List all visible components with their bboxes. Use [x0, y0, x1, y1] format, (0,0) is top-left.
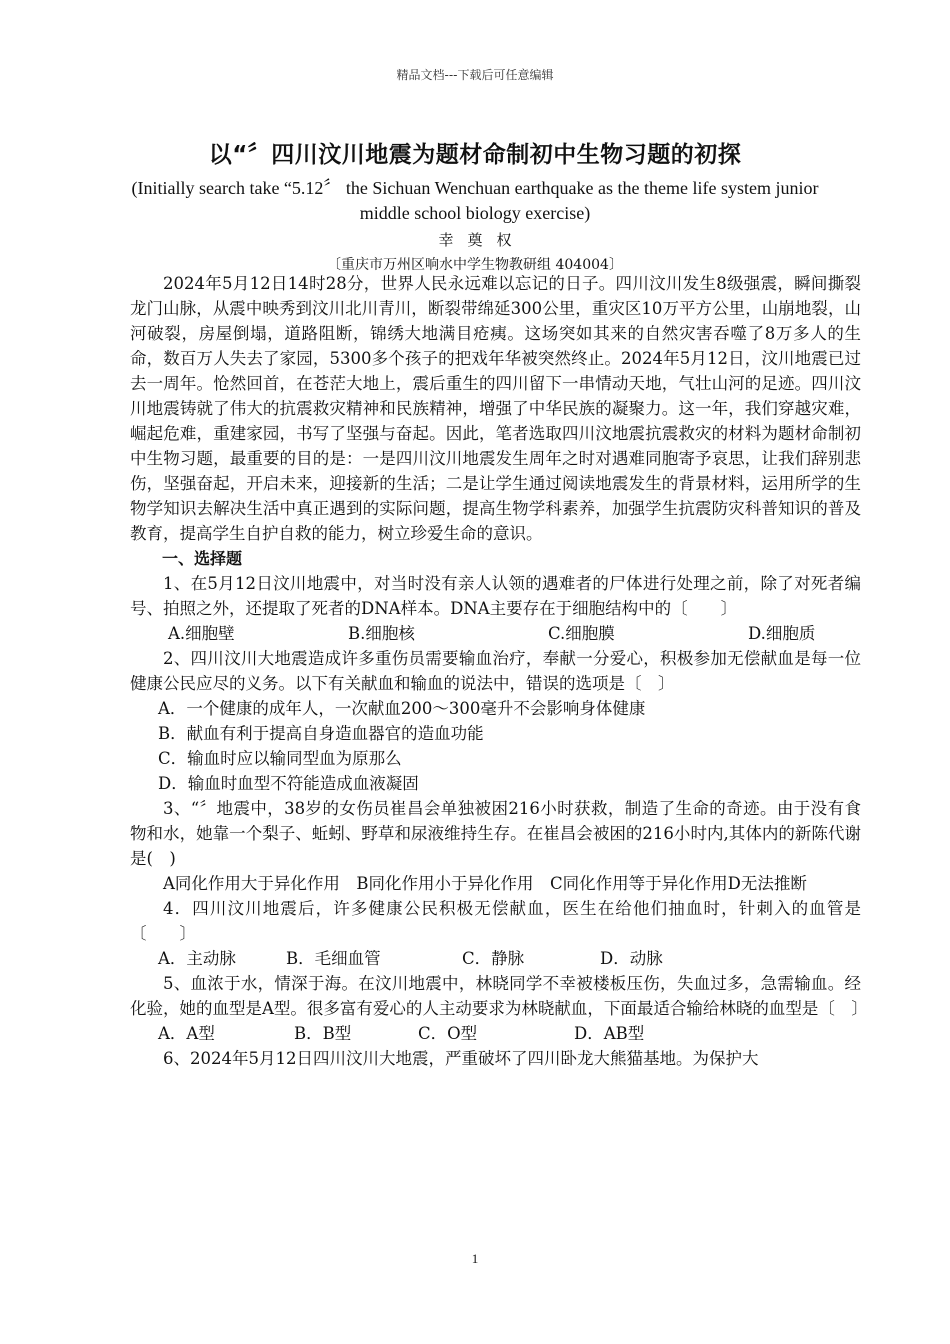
- affiliation: 〔重庆市万州区响水中学生物教研组 404004〕: [327, 257, 623, 273]
- q1-option-b: B.细胞核: [348, 624, 415, 643]
- q4-option-c: C．静脉: [462, 949, 525, 968]
- author: 幸奠权: [438, 231, 526, 249]
- article-body: [130, 271, 868, 1071]
- q1-option-c: C.细胞膜: [548, 624, 615, 643]
- english-title: (Initially search take “5.12〞 the Sichuan Wenchuan earthquake as the theme life system junior middle school biology exercise): [131, 178, 819, 223]
- q5-option-b: B．B型: [294, 1024, 352, 1043]
- q2-option-c: C．输血时应以输同型血为原那么: [158, 749, 402, 768]
- question-4-options: [130, 946, 861, 971]
- question-3-stem: 3、“〞地震中，38岁的女伤员崔昌会单独被困216小时获救，制造了生命的奇迹。由于没有食物和水，她靠一个梨子、蚯蚓、野草和尿液维持生存。在崔昌会被困的216小时内,其体内的新陈代谢是( ): [130, 799, 861, 868]
- page-number: 1: [471, 1251, 479, 1266]
- question-6-stem: 6、2024年5月12日四川汶川大地震，严重破坏了四川卧龙大熊猫基地。为保护大: [163, 1049, 759, 1068]
- q5-option-c: C．O型: [418, 1024, 478, 1043]
- q1-option-d: D.细胞质: [748, 624, 816, 643]
- q5-option-a: A．A型: [158, 1024, 215, 1043]
- intro-paragraph: 2024年5月12日14时28分，世界人民永远难以忘记的日子。四川汶川发生8级强震，瞬间撕裂龙门山脉，从震中映秀到汶川北川青川，断裂带绵延300公里，重灾区10万平方公里，山崩地裂，山河破裂，房屋倒塌，道路阻断，锦绣大地满目疮痍。这场突如其来的自然灾害吞噬了8万多人的生命，数百万人失去了家园，5300多个孩子的把戏年华被突然终止。2024年5月12日，汶川地震已过去一周年。怆然回首，在苍茫大地上，震后重生的四川留下一串情动天地，气壮山河的足迹。四川汶川地震铸就了伟大的抗震救灾精神和民族精神，增强了中华民族的凝聚力。这一年，我们穿越灾难，崛起危难，重建家园，书写了坚强与奋起。因此，笔者选取四川汶地震抗震救灾的材料为题材命制初中生物习题，最重要的目的是：一是四川汶川地震发生周年之时对遇难同胞寄予哀思，让我们辞别悲伤，坚强奋起，开启未来，迎接新的生活；二是让学生通过阅读地震发生的背景材料，运用所学的生物学知识去解决生活中真正遇到的实际问题，提高生物学科素养，加强学生抗震防灾科普知识的普及教育，提高学生自护自救的能力，树立珍爱生命的意识。: [130, 274, 861, 543]
- question-5-options: [130, 1021, 861, 1046]
- question-2-stem: 2、四川汶川大地震造成许多重伤员需要输血治疗，奉献一分爱心，积极参加无偿献血是每一位健康公民应尽的义务。以下有关献血和输血的说法中，错误的选项是〔 〕: [130, 649, 861, 693]
- section-heading: 一、选择题: [162, 549, 243, 568]
- question-3-options: A同化作用大于异化作用 B同化作用小于异化作用 C同化作用等于异化作用D无法推断: [163, 874, 807, 893]
- q2-option-b: B．献血有利于提高自身造血器官的造血功能: [158, 724, 484, 743]
- page-title: 以“〞四川汶川地震为题材命制初中生物习题的初探: [208, 142, 742, 168]
- q2-option-d: D．输血时血型不符能造成血液凝固: [158, 774, 419, 793]
- q4-option-a: A．主动脉: [158, 949, 236, 968]
- header-note: 精品文档---下载后可任意编辑: [396, 68, 554, 82]
- question-4-stem: 4．四川汶川地震后，许多健康公民积极无偿献血，医生在给他们抽血时，针刺入的血管是〔 〕: [130, 899, 861, 943]
- question-5-stem: 5、血浓于水，情深于海。在汶川地震中，林晓同学不幸被楼板压伤，失血过多，急需输血。经化验，她的血型是A型。很多富有爱心的人主动要求为林晓献血，下面最适合输给林晓的血型是〔 〕: [130, 974, 868, 1018]
- question-1-options: [130, 621, 861, 646]
- q4-option-b: B．毛细血管: [286, 949, 381, 968]
- q1-option-a: A.细胞壁: [168, 624, 235, 643]
- q5-option-d: D．AB型: [574, 1024, 645, 1043]
- q4-option-d: D．动脉: [600, 949, 663, 968]
- q2-option-a: A．一个健康的成年人，一次献血200～300毫升不会影响身体健康: [158, 699, 646, 718]
- question-1-stem: 1、在5月12日汶川地震中，对当时没有亲人认领的遇难者的尸体进行处理之前，除了对死者编号、拍照之外，还提取了死者的DNA样本。DNA主要存在于细胞结构中的〔 〕: [130, 574, 861, 618]
